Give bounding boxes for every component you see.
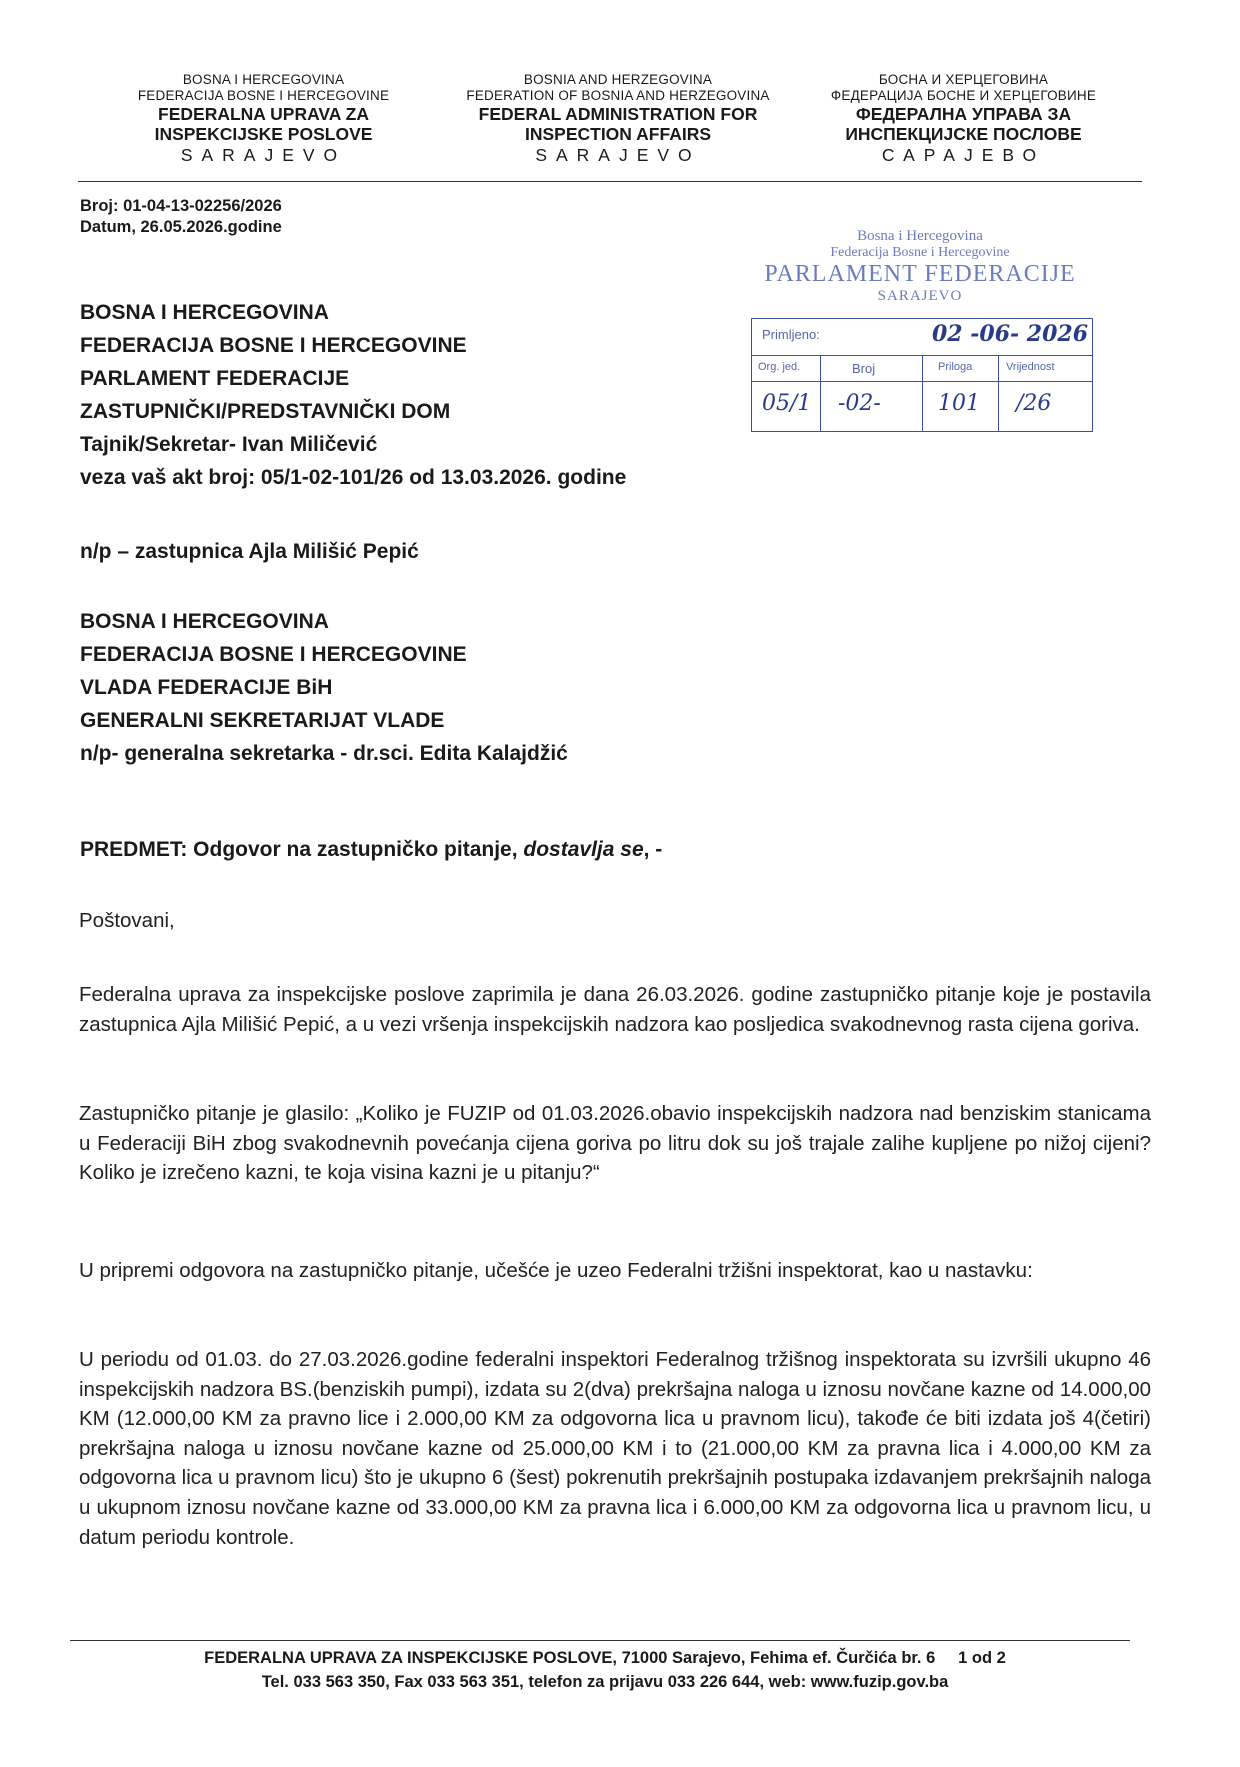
header-org-line2: ИНСПЕКЦИЈСКЕ ПОСЛОВЕ — [845, 124, 1082, 145]
stamp-grid — [751, 318, 1093, 432]
header-entity: FEDERACIJA BOSNE I HERCEGOVINE — [137, 87, 390, 103]
header-org-line1: FEDERAL ADMINISTRATION FOR — [478, 103, 758, 124]
stamp-received-date: 02 -06- 2026 — [932, 321, 1089, 347]
header-city: САРАЈЕВО — [881, 145, 1046, 166]
body-paragraph-1: Federalna uprava za inspekcijske poslove zaprimila je dana 26.03.2026. godine zastupničko pitanje koje je postavila zastupnica Ajla Milišić Pepić, a u vezi vršenja inspekcijskih nadzora kao posljedica svakodnevnog rasta cijena goriva. — [79, 983, 1151, 1036]
recipient-line: FEDERACIJA BOSNE I HERCEGOVINE — [80, 643, 467, 666]
header-country: BOSNA I HERCEGOVINA — [182, 72, 345, 87]
attention-line: n/p – zastupnica Ajla Milišić Pepić — [80, 540, 419, 563]
stamp-value-label: Vrijednost — [1006, 361, 1055, 373]
header-entity: FEDERATION OF BOSNIA AND HERZEGOVINA — [466, 87, 770, 103]
footer-divider — [70, 1640, 1130, 1641]
header-org-line2: INSPECTION AFFAIRS — [524, 124, 712, 145]
stamp-value-value: /26 — [1016, 391, 1052, 416]
stamp-attachments-value: 101 — [938, 391, 980, 416]
document-number: Broj: 01-04-13-02256/2026 — [80, 197, 282, 215]
footer-contact: Tel. 033 563 350, Fax 033 563 351, telefon za prijavu 033 226 644, web: www.fuzip.gov.ba — [261, 1673, 949, 1691]
recipient-line: GENERALNI SEKRETARIJAT VLADE — [80, 709, 445, 732]
stamp-number-value: -02- — [838, 391, 881, 416]
stamp-city: SARAJEVO — [877, 288, 963, 304]
header-city: SARAJEVO — [535, 145, 701, 166]
header-country: BOSNIA AND HERZEGOVINA — [523, 72, 713, 87]
body-paragraph-3: U pripremi odgovora na zastupničko pitanje, učešće je uzeo Federalni tržišni inspektorat, kao u nastavku: — [79, 1259, 1033, 1282]
recipient-reference: veza vaš akt broj: 05/1-02-101/26 od 13.03.2026. godine — [80, 466, 627, 489]
footer — [60, 1646, 1150, 1694]
recipient-line: VLADA FEDERACIJE BiH — [80, 676, 333, 699]
subject-line — [80, 838, 662, 862]
header-country: БОСНА И ХЕРЦЕГОВИНА — [878, 72, 1049, 87]
stamp-attachments-label: Priloga — [938, 361, 973, 373]
header-col-bosnian — [96, 72, 431, 166]
recipient-government — [80, 605, 568, 770]
document-date: Datum, 26.05.2026.godine — [80, 218, 282, 237]
recipient-line: BOSNA I HERCEGOVINA — [80, 301, 329, 324]
recipient-line: n/p- generalna sekretarka - dr.sci. Edita Kalajdžić — [80, 742, 568, 765]
recipient-line: BOSNA I HERCEGOVINA — [80, 610, 329, 633]
document-meta — [80, 196, 282, 239]
stamp-number-label: Broj — [852, 361, 876, 376]
header-col-cyrillic — [796, 72, 1131, 166]
body-paragraph-4: U periodu od 01.03. do 27.03.2026.godine federalni inspektori Federalnog tržišnog inspektorata su izvršili ukupno 46 inspekcijskih nadzora BS.(benziskih pumpi), izdata su 2(dva) prekršajna naloga u iznosu novčane kazne od 14.000,00 KM (12.000,00 KM za pravno lice i 2.000,00 KM za odgovorna lica u pravnom licu), takođe će biti izdata još 4(četiri) prekršajna naloga u iznosu novčane kazne od 25.000,00 KM i to (21.000,00 KM za pravna lica i 4.000,00 KM za odgovorna lica u pravnom licu) što je ukupno 6 (šest) pokrenutih prekršajnih postupaka izdavanjem prekršajnih naloga u ukupnom iznosu novčane kazne od 33.000,00 KM za pravna lica i 6.000,00 KM za odgovorna lica u pravnom licu, u datum periodu kontrole. — [79, 1348, 1151, 1549]
recipient-line: PARLAMENT FEDERACIJE — [80, 367, 350, 390]
stamp-parliament: PARLAMENT FEDERACIJE — [764, 261, 1076, 287]
header-org-line1: FEDERALNA UPRAVA ZA — [158, 103, 369, 124]
header-org-line2: INSPEKCIJSKE POSLOVE — [154, 124, 373, 145]
stamp-org-value: 05/1 — [762, 391, 812, 416]
stamp-entity: Federacija Bosne i Hercegovine — [830, 245, 1010, 260]
receipt-stamp — [748, 224, 1092, 436]
header-col-english — [432, 72, 804, 166]
header-city: SARAJEVO — [180, 145, 347, 166]
recipient-line: FEDERACIJA BOSNE I HERCEGOVINE — [80, 334, 467, 357]
header-divider — [78, 181, 1142, 182]
body-paragraph-2: Zastupničko pitanje je glasilo: „Koliko je FUZIP od 01.03.2026.obavio inspekcijskih nadzora nad benziskim stanicama u Federaciji BiH zbog svakodnevnih povećanja cijena goriva po litru dok su još trajale zalihe kupljene po nižoj cijeni?Koliko je izrečeno kazni, te koja visina kazni je u pitanju?“ — [79, 1102, 1151, 1185]
footer-address: FEDERALNA UPRAVA ZA INSPEKCIJSKE POSLOVE, 71000 Sarajevo, Fehima ef. Čurčića br. 6 1 od 2 — [204, 1649, 1006, 1667]
subject-suffix: , - — [643, 838, 663, 861]
header-org-line1: ФЕДЕРАЛНА УПРАВА ЗА — [855, 103, 1072, 124]
stamp-country: Bosna i Hercegovina — [857, 228, 983, 244]
stamp-received-label: Primljeno: — [762, 327, 820, 342]
subject-italic: dostavlja se — [523, 838, 644, 861]
stamp-org-label: Org. jed. — [758, 361, 801, 373]
subject-prefix: PREDMET: Odgovor na zastupničko pitanje, — [80, 838, 524, 861]
recipient-line: Tajnik/Sekretar- Ivan Miličević — [80, 433, 378, 456]
header-entity: ФЕДЕРАЦИЈА БОСНЕ И ХЕРЦЕГОВИНЕ — [830, 87, 1097, 103]
recipient-line: ZASTUPNIČKI/PREDSTAVNIČKI DOM — [80, 400, 451, 423]
recipient-parliament — [80, 296, 626, 494]
greeting: Poštovani, — [79, 909, 175, 932]
